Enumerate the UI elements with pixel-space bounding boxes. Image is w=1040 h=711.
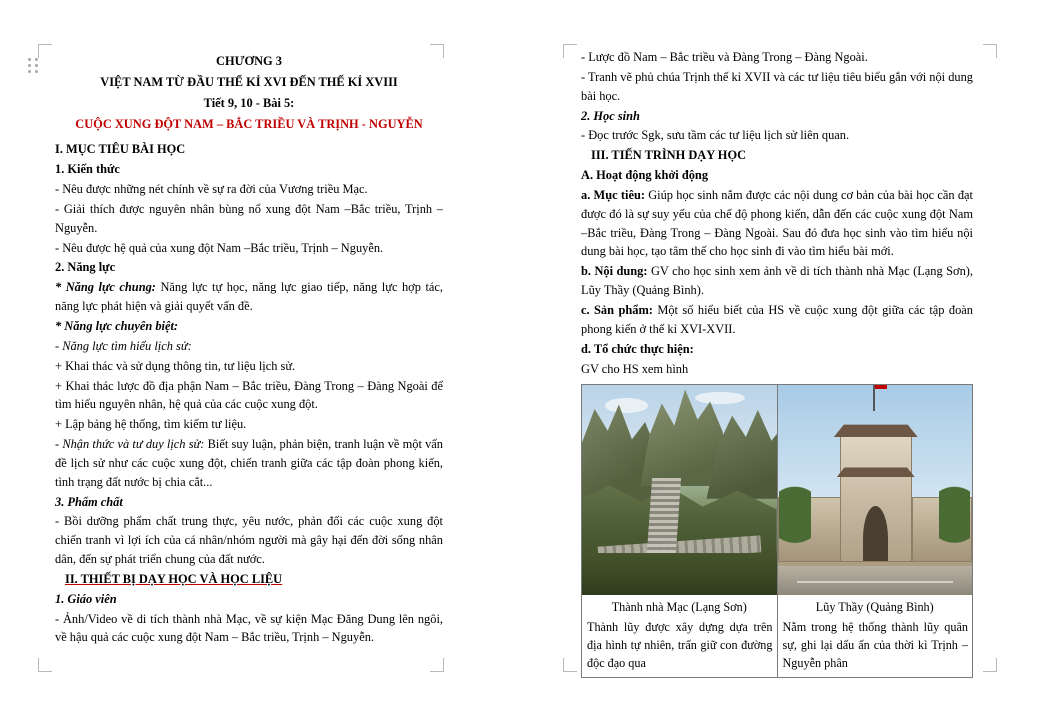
image-cell-1 [582, 385, 778, 677]
image-description-1: Thành lũy được xây dựng dựa trên địa hình tự nhiên, trấn giữ con đường độc đạo qua [587, 619, 773, 671]
competency-specific-item: + Lập bảng hệ thống, tìm kiếm tư liệu. [55, 417, 247, 432]
activity-goal [581, 186, 973, 261]
subheading-knowledge: 1. Kiến thức [55, 162, 120, 177]
image-caption-1: Thành nhà Mạc (Lạng Sơn) [611, 600, 747, 615]
page-corner-mark [983, 44, 997, 58]
section-heading-process: III. TIẾN TRÌNH DẠY HỌC [591, 148, 747, 163]
page-corner-mark [563, 658, 577, 672]
left-page-content [55, 52, 443, 648]
image-cell-2 [777, 385, 973, 677]
chapter-title: CHƯƠNG 3 [216, 54, 282, 68]
page-right [519, 0, 1040, 711]
document-title-block [55, 52, 443, 133]
lesson-name: CUỘC XUNG ĐỘT NAM – BẮC TRIỀU VÀ TRỊNH - NGUYỄN [75, 116, 423, 131]
subheading-quality: 3. Phẩm chất [55, 494, 123, 509]
activity-content-label: b. Nội dung: [581, 264, 648, 279]
activity-content-text: GV cho học sinh xem ảnh về di tích thành nhà Mạc (Lạng Sơn), Lũy Thầy (Quảng Bình). [581, 264, 973, 298]
awareness-label: - Nhận thức và tư duy lịch sử: [55, 437, 205, 452]
subheading-competency: 2. Năng lực [55, 260, 116, 275]
teacher-item: - Ảnh/Video về di tích thành nhà Mạc, về sự kiện Mạc Đăng Dung lên ngôi, về hậu quả các cuộc xung đột Nam – Bắc triều, Trịnh – Nguyễn. [55, 611, 443, 645]
activity-content [581, 262, 973, 300]
competency-general-label: * Năng lực chung: [55, 280, 156, 295]
page-corner-mark [563, 44, 577, 58]
awareness-text: Biết suy luận, phản biện, tranh luận về một vấn đề lịch sử như các cuộc xung đột, chiến tranh giữa các tập đoàn phong kiến, tình trạng đất nước bị chia cắt... [55, 437, 443, 489]
activity-product [581, 301, 973, 339]
quality-text: - Bồi dưỡng phẩm chất trung thực, yêu nước, phản đối các cuộc xung đột chiến tranh vì lợi ích của cá nhân/nhóm người mà gây hại đến đời sống nhân dân, đến sự phát triển chung của đất nước. [55, 514, 443, 567]
image-description-2: Nằm trong hệ thống thành lũy quân sự, ghi lại dấu ấn của thời kì Trịnh – Nguyễn phân [782, 619, 968, 671]
drag-handle-icon[interactable] [28, 58, 38, 74]
competency-specific-label: * Năng lực chuyên biệt: [55, 318, 179, 333]
competency-specific-item: + Khai thác và sử dụng thông tin, tư liệu lịch sử. [55, 358, 296, 373]
knowledge-item: - Nêu được hệ quả của xung đột Nam –Bắc triều, Trịnh – Nguyễn. [55, 240, 384, 255]
image-table [581, 384, 973, 677]
karst-mountain-stone-wall-photo [582, 385, 777, 595]
lesson-title: Tiết 9, 10 - Bài 5: [203, 95, 295, 110]
section-heading-objectives: I. MỤC TIÊU BÀI HỌC [55, 142, 186, 157]
section-heading-equipment: II. THIẾT BỊ DẠY HỌC VÀ HỌC LIỆU [65, 571, 283, 586]
equipment-item: - Tranh vẽ phủ chúa Trịnh thế kỉ XVII và các tư liệu tiêu biểu gắn với nội dung bài học. [581, 69, 973, 103]
image-caption-2: Lũy Thầy (Quảng Bình) [815, 600, 934, 615]
ancient-gate-tower-photo [778, 385, 973, 595]
subheading-teacher: 1. Giáo viên [55, 591, 117, 606]
page-corner-mark [38, 658, 52, 672]
activity-organize-label: d. Tổ chức thực hiện: [581, 341, 694, 356]
activity-goal-text: Giúp học sinh nắm được các nội dung cơ bản của bài học cần đạt được đó là sự suy yếu của chế độ phong kiến, dẫn đến các cuộc xung đột Nam –Bắc triều, Đàng Trong – Đàng Ngoài. Sau đó đưa học sinh vào tìm hiểu nội dung bài học, tạo tâm thế cho học sinh đi vào tìm hiểu bài mới. [581, 187, 973, 259]
competency-specific-item: - Năng lực tìm hiểu lịch sử: [55, 338, 192, 353]
page-corner-mark [983, 658, 997, 672]
table-row [582, 385, 973, 677]
page-corner-mark [430, 658, 444, 672]
knowledge-item: - Nêu được những nét chính về sự ra đời của Vương triều Mạc. [55, 182, 368, 197]
knowledge-item: - Giải thích được nguyên nhân bùng nổ xung đột Nam –Bắc triều, Trịnh – Nguyễn. [55, 201, 443, 235]
activity-organize-text: GV cho HS xem hình [581, 361, 689, 376]
subheading-student: 2. Học sinh [581, 108, 640, 123]
competency-specific-item: + Khai thác lược đồ địa phận Nam – Bắc triều, Đàng Trong – Đàng Ngoài để tìm hiểu nguyên nhân, hệ quả của các cuộc xung đột. [55, 378, 443, 412]
partA-heading: A. Hoạt động khởi động [581, 168, 709, 183]
activity-product-label: c. Sản phẩm: [581, 302, 653, 317]
student-item: - Đọc trước Sgk, sưu tầm các tư liệu lịch sử liên quan. [581, 128, 850, 143]
activity-goal-label: a. Mục tiêu: [581, 187, 645, 202]
unit-title: VIỆT NAM TỪ ĐẦU THẾ KỈ XVI ĐẾN THẾ KỈ XVIII [100, 74, 398, 89]
page-left [0, 0, 519, 711]
awareness-paragraph [55, 435, 443, 492]
activity-product-text: Một số hiểu biết của HS về cuộc xung đột giữa các tập đoàn phong kiến ở thế kỉ XVI-XVII. [581, 302, 973, 336]
activity-organize [581, 340, 973, 359]
competency-general [55, 278, 443, 316]
equipment-item: - Lược đồ Nam – Bắc triều và Đàng Trong – Đàng Ngoài. [581, 50, 868, 64]
page-corner-mark [38, 44, 52, 58]
competency-general-text: Năng lực tự học, năng lực giao tiếp, năng lực hợp tác, năng lực phát hiện và giải quyết vấn đề. [55, 280, 443, 314]
right-page-content [581, 48, 973, 678]
